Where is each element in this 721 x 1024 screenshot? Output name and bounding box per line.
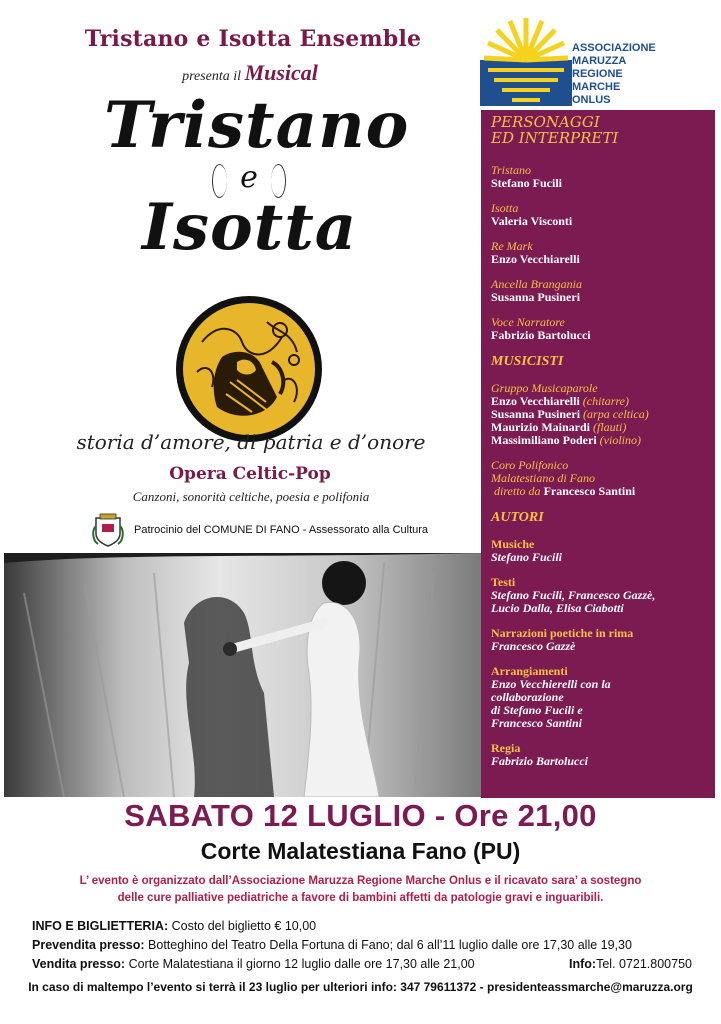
ticket-label: INFO E BIGLIETTERIA: (32, 919, 169, 933)
sale-info (32, 957, 692, 971)
cast-heading-line-1: PERSONAGGI (491, 113, 600, 131)
role: Re Mark (491, 239, 533, 253)
credit-value: Fabrizio Bartolucci (491, 754, 589, 768)
assoc-line-3: REGIONE (572, 68, 623, 80)
credit-value: Francesco Santini (491, 716, 583, 730)
sun-logo-icon (480, 14, 572, 106)
credit-value: Enzo Vecchierelli con la (491, 677, 611, 691)
ticket-info (32, 919, 316, 933)
credit-head: Regia (491, 741, 521, 755)
authors-title: AUTORI (491, 510, 544, 525)
credit-value: collaborazione (491, 690, 564, 704)
choir-director (491, 485, 705, 498)
credit-value: Stefano Fucili, Francesco Gazzè, (491, 588, 656, 602)
charity-line-2: delle cure palliative pediatriche a favore di bambini affetti da patologie gravi e inguaribili. (117, 892, 604, 904)
tagline: Canzoni, sonorità celtiche, poesia e polifonia (132, 489, 370, 504)
association-logo (480, 12, 716, 110)
role: Voce Narratore (491, 315, 565, 329)
musical-word: Musical (244, 60, 318, 85)
credit-music (491, 538, 705, 564)
credit-value: Lucio Dalla, Elisa Ciabotti (491, 601, 624, 615)
credit-texts (491, 576, 705, 615)
musician-instrument: (arpa celtica) (583, 407, 649, 421)
medallion-illustration (176, 296, 322, 442)
fano-crest-icon (92, 512, 124, 548)
musician (491, 434, 705, 447)
presale-label: Prevendita presso: (32, 938, 145, 952)
musician-name: Massimiliano Poderi (491, 433, 597, 447)
presale-info (32, 938, 632, 952)
musician-name: Enzo Vecchiarelli (491, 394, 580, 408)
cast-entry (491, 202, 705, 228)
medallion-art (182, 302, 316, 436)
event-venue: Corte Malatestiana Fano (PU) (200, 838, 521, 864)
role: Ancella Brangania (491, 277, 582, 291)
cast-heading (491, 114, 705, 146)
credit-head: Narrazioni poetiche in rima (491, 626, 634, 640)
credit-value: di Stefano Fucili e (491, 703, 583, 717)
cast-entry (491, 240, 705, 266)
stage-photo (4, 553, 481, 797)
patronage (92, 512, 432, 548)
sale-text (32, 957, 475, 971)
cast-entry (491, 316, 705, 342)
assoc-line-4: MARCHE (572, 81, 621, 93)
association-name (572, 42, 712, 107)
presents-text: presenta il (182, 69, 242, 84)
musicians-title: MUSICISTI (491, 354, 564, 369)
performer: Fabrizio Bartolucci (491, 328, 591, 342)
role: Tristano (491, 163, 532, 177)
presale-value: Botteghino del Teatro Della Fortuna di Fano; dal 6 all’11 luglio dalle ore 17,30 alle 19,30 (148, 938, 632, 952)
assoc-line-2: MARUZZA (572, 55, 627, 67)
title-isotta: Isotta (142, 190, 358, 265)
choir-entry (491, 459, 705, 498)
musicians-group (491, 382, 705, 447)
cast-heading-line-2: ED INTERPRETI (491, 129, 619, 147)
choir-name-1: Coro Polifonico (491, 458, 569, 472)
event-date: SABATO 12 LUGLIO - Ore 21,00 (124, 798, 597, 833)
musician-name: Susanna Pusineri (491, 407, 581, 421)
title-tristano: Tristano (104, 88, 410, 163)
credit-value: Francesco Gazzè (491, 639, 576, 653)
ensemble-name: Tristano e Isotta Ensemble (84, 26, 422, 52)
charity-note (40, 873, 681, 907)
performer: Susanna Pusineri (491, 290, 581, 304)
credit-head: Musiche (491, 537, 535, 551)
credit-direction (491, 742, 705, 768)
phone-info (569, 957, 692, 971)
sale-value: Corte Malatestiana il giorno 12 luglio dalle ore 17,30 alle 21,00 (128, 957, 475, 971)
assoc-line-5: ONLUS (572, 94, 611, 106)
performer: Stefano Fucili (491, 176, 562, 190)
group-name: Gruppo Musicaparole (491, 381, 598, 395)
musician-instrument: (violino) (599, 433, 641, 447)
charity-line-1: L’ evento è organizzato dall’Associazione Maruzza Regione Marche Onlus e il ricavato sara’ a sostegno (79, 875, 642, 887)
phone-label: Info: (569, 957, 597, 971)
assoc-line-1: ASSOCIAZIONE (572, 42, 656, 54)
role: Isotta (491, 201, 519, 215)
musician-name: Maurizio Mainardi (491, 420, 590, 434)
ticket-value: Costo del biglietto € 10,00 (171, 919, 317, 933)
choir-name-2: Malatestiano di Fano (491, 471, 595, 485)
cast-entry (491, 278, 705, 304)
credit-head: Testi (491, 575, 516, 589)
musician-instrument: (chitarre) (582, 394, 629, 408)
subtitle: storia d’amore, di patria e d’onore (76, 430, 426, 454)
presents-line (150, 60, 350, 86)
title-conjunction: e (212, 160, 286, 200)
credit-head: Arrangiamenti (491, 664, 568, 678)
performer: Enzo Vecchiarelli (491, 252, 580, 266)
stage-photo-art (4, 553, 481, 797)
choir-director-label: diretto da (494, 484, 541, 498)
patronage-text: Patrocinio del COMUNE DI FANO - Assessorato alla Cultura (134, 524, 429, 536)
credit-arrangements (491, 665, 705, 730)
credit-narrations (491, 627, 705, 653)
sale-label: Vendita presso: (32, 957, 126, 971)
choir-director-name: Francesco Santini (543, 484, 636, 498)
phone-value: Tel. 0721.800750 (596, 957, 692, 971)
performer: Valeria Visconti (491, 214, 573, 228)
musician-instrument: (flauti) (593, 420, 627, 434)
weather-note: In caso di maltempo l’evento si terrà il 23 luglio per ulteriori info: 347 79611372 - presidenteassmarche@maruzza.org (28, 980, 693, 994)
credits-panel (481, 110, 715, 798)
cast-entry (491, 164, 705, 190)
credit-value: Stefano Fucili (491, 550, 563, 564)
genre: Opera Celtic-Pop (169, 464, 331, 484)
